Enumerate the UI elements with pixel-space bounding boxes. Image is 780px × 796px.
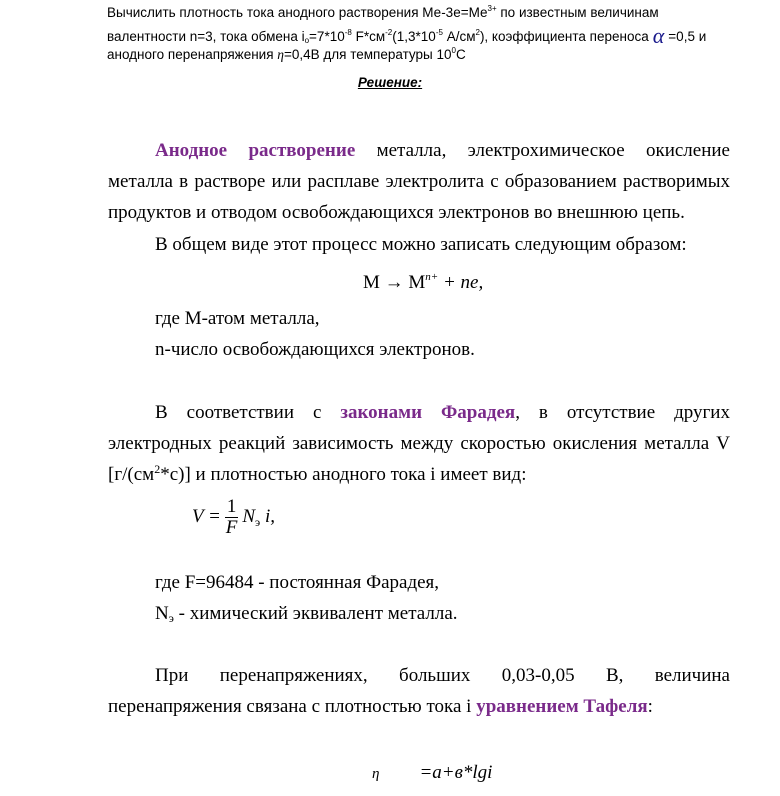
solution-heading: Решение: bbox=[357, 75, 423, 90]
task-line-1: Вычислить плотность тока анодного растворения $Ме-3е=Ме^{3+}$ по известным величинам bbox=[107, 4, 659, 20]
where-chem-equivalent: $N_э$ - химический эквивалент металла. bbox=[155, 603, 458, 625]
paragraph-tafel: При перенапряжениях, больших 0,03-0,05 В, величина перенапряжения связана с плотностью тока i уравнением Тафеля: bbox=[108, 665, 730, 717]
eta-symbol-formula: η bbox=[372, 766, 380, 782]
term-faraday-laws: законами Фарадея bbox=[340, 402, 516, 423]
formula-oxidation: $M \to M^{n+}$ + ne, bbox=[363, 271, 484, 293]
paragraph-anodic-dissolution: Анодное растворение металла, электрохимическое окисление металла в растворе или расплаве электролита с образованием растворимых продуктов и отводом освобождающихся электронов во внешнюю цепь. bbox=[108, 140, 730, 223]
eta-symbol: η bbox=[277, 47, 284, 62]
where-metal-atom: где М-атом металла, bbox=[155, 308, 320, 329]
term-tafel-equation: уравнением Тафеля bbox=[476, 696, 648, 717]
paragraph-faraday: В соответствии с законами Фарадея, в отсутствие других электродных реакций зависимость между скоростью окисления металла V $[г/(см^2*с)]$ и плотностью анодного тока i имеет вид: bbox=[108, 402, 730, 485]
formula-tafel: η =a+в*lgi bbox=[372, 762, 493, 783]
alpha-symbol: α bbox=[652, 23, 665, 48]
where-faraday-constant: где F=96484 - постоянная Фарадея, bbox=[155, 572, 440, 593]
where-electron-count: n-число освобождающихся электронов. bbox=[155, 339, 475, 360]
paragraph-general-form: В общем виде этот процесс можно записать следующим образом: bbox=[155, 234, 687, 255]
formula-faraday: V = $\frac{1}{F}$ $N_э$ i, bbox=[192, 496, 275, 538]
term-anodic-dissolution: Анодное растворение bbox=[155, 140, 356, 161]
task-line-3: анодного перенапряжения η=0,4В для температуры $10^0C$ bbox=[107, 46, 466, 62]
fraction-1-over-f: $\frac{1}{F}$ bbox=[225, 496, 238, 538]
task-line-2: валентности n=3, тока обмена $i_o=7*10^{-8}$ $F*см^{-2}(1,3*10^{-5}$ $А/см^2$), коэффициента переноса α =0,5 и bbox=[107, 23, 707, 48]
